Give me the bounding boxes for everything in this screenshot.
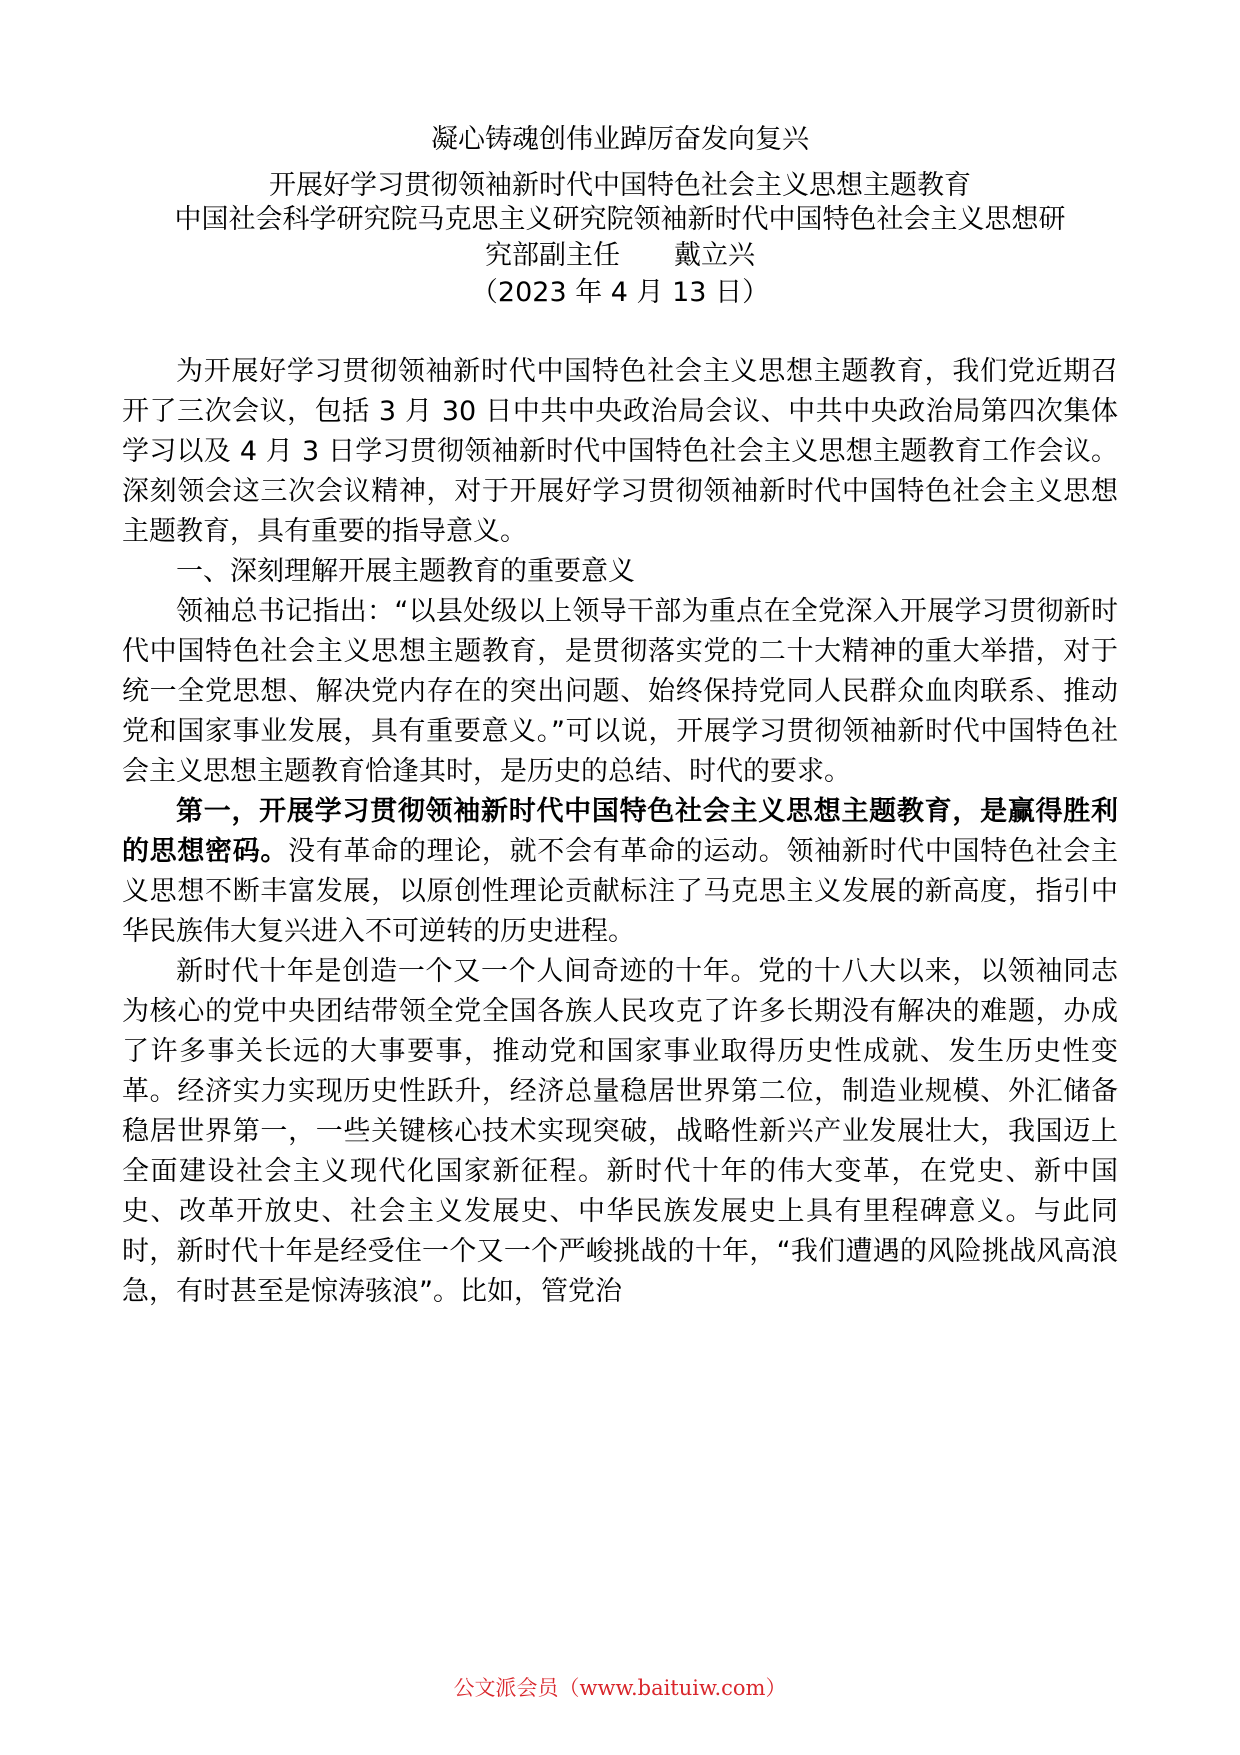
author-affiliation-line2 (122, 240, 1118, 276)
author-affiliation-line1: 中国社会科学研究院马克思主义研究院领袖新时代中国特色社会主义思想研 (174, 204, 1066, 235)
document-title: 凝心铸魂创伟业踔厉奋发向复兴 (431, 124, 809, 155)
author-name: 戴立兴 (674, 240, 755, 271)
document-header (122, 122, 1118, 318)
footer-watermark: 公文派会员（www.baituiw.com） (453, 1676, 787, 1700)
paragraph-new-era: 新时代十年是创造一个又一个人间奇迹的十年。党的十八大以来，以领袖同志为核心的党中央团结带领全党全国各族人民攻克了许多长期没有解决的难题，办成了许多事关长远的大事要事，推动党和国家事业取得历史性成就、发生历史性变革。经济实力实现历史性跃升，经济总量稳居世界第二位，制造业规模、外汇储备稳居世界第一，一些关键核心技术实现突破，战略性新兴产业发展壮大，我国迈上全面建设社会主义现代化国家新征程。新时代十年的伟大变革，在党史、新中国史、改革开放史、社会主义发展史、中华民族发展史上具有里程碑意义。与此同时，新时代十年是经受住一个又一个严峻挑战的十年，“我们遭遇的风险挑战风高浪急，有时甚至是惊涛骇浪”。比如，管党治 (122, 956, 1118, 1307)
paragraph-intro: 为开展好学习贯彻领袖新时代中国特色社会主义思想主题教育，我们党近期召开了三次会议，包括 3 月 30 日中共中央政治局会议、中共中央政治局第四次集体学习以及 4 月 3 日学习贯彻领袖新时代中国特色社会主义思想主题教育工作会议。深刻领会这三次会议精神，对于开展好学习贯彻领袖新时代中国特色社会主义思想主题教育，具有重要的指导意义。 (122, 356, 1118, 547)
section-heading-1: 一、深刻理解开展主题教育的重要意义 (176, 556, 635, 587)
first-point-lead: 第一，开展学习贯彻领袖新时代中国特色社会主义思想主题教育，是赢得胜利的思想密码。 (122, 796, 1118, 867)
first-point-text: 没有革命的理论，就不会有革命的运动。领袖新时代中国特色社会主义思想不断丰富发展，以原创性理论贡献标注了马克思主义发展的新高度，指引中华民族伟大复兴进入不可逆转的历史进程。 (122, 836, 1119, 947)
document-page (122, 0, 1118, 1755)
document-body (122, 352, 1118, 1312)
paragraph-quote: 领袖总书记指出：“以县处级以上领导干部为重点在全党深入开展学习贯彻新时代中国特色社会主义思想主题教育，是贯彻落实党的二十大精神的重大举措，对于统一全党思想、解决党内存在的突出问题、始终保持党同人民群众血肉联系、推动党和国家事业发展，具有重要意义。”可以说，开展学习贯彻领袖新时代中国特色社会主义思想主题教育恰逢其时，是历史的总结、时代的要求。 (122, 596, 1118, 787)
document-date: （2023 年 4 月 13 日） (470, 277, 770, 308)
author-position: 究部副主任 (485, 240, 620, 271)
document-subtitle: 开展好学习贯彻领袖新时代中国特色社会主义思想主题教育 (269, 170, 971, 201)
paragraph-first-point (122, 792, 1118, 952)
